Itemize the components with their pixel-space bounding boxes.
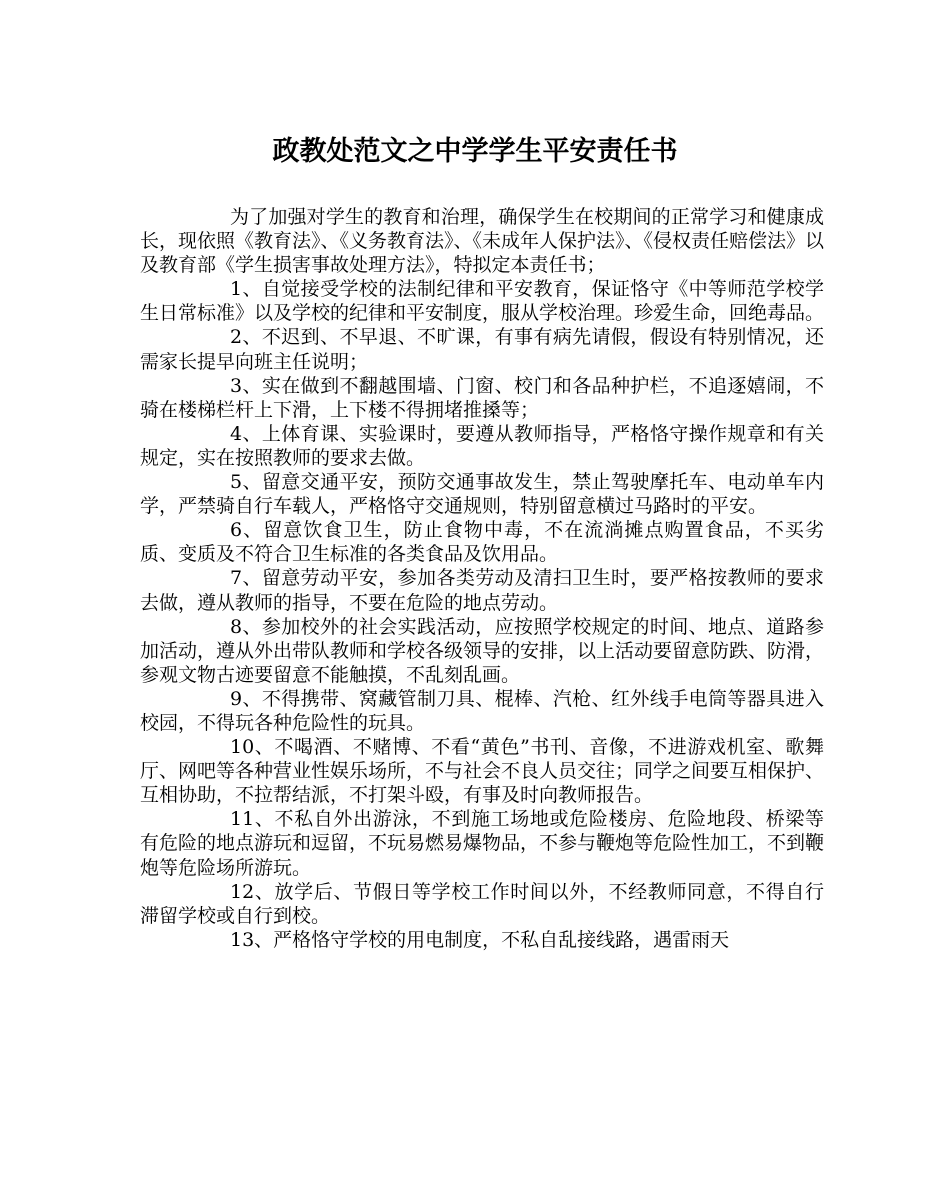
paragraph-item-9: 9、不得携带、窝藏管制刀具、棍棒、汽枪、红外线手电筒等器具进入校园，不得玩各种危险性的玩具。 [140,687,824,734]
paragraph-item-5: 5、留意交通平安，预防交通事故发生，禁止驾驶摩托车、电动单车内学，严禁骑自行车载人，严格恪守交通规则，特别留意横过马路时的平安。 [140,471,824,518]
paragraph-item-12: 12、放学后、节假日等学校工作时间以外，不经教师同意，不得自行滞留学校或自行到校。 [140,880,824,927]
paragraph-item-4: 4、上体育课、实验课时，要遵从教师指导，严格恪守操作规章和有关规定，实在按照教师的要求去做。 [140,422,824,469]
paragraph-item-8: 8、参加校外的社会实践活动，应按照学校规定的时间、地点、道路参加活动，遵从外出带队教师和学校各级领导的安排，以上活动要留意防跌、防滑，参观文物古迹要留意不能触摸，不乱刻乱画。 [140,615,825,686]
document-body [140,205,824,952]
paragraph-item-1: 1、自觉接受学校的法制纪律和平安教育，保证恪守《中等师范学校学生日常标准》以及学校的纪律和平安制度，服从学校治理。珍爱生命，回绝毒品。 [140,278,825,325]
document-title: 政教处范文之中学学生平安责任书 [272,136,678,167]
paragraph-item-6: 6、留意饮食卫生，防止食物中毒，不在流淌摊点购置食品，不买劣质、变质及不符合卫生标准的各类食品及饮用品。 [140,519,824,566]
paragraph-item-13: 13、严格恪守学校的用电制度，不私自乱接线路，遇雷雨天 [230,928,730,951]
paragraph-item-10: 10、不喝酒、不赌博、不看“黄色”书刊、音像，不进游戏机室、歌舞厅、网吧等各种营业性娱乐场所，不与社会不良人员交往；同学之间要互相保护、互相协助，不拉帮结派，不打架斗殴，有事及时向教师报告。 [140,736,825,807]
paragraph-item-11: 11、不私自外出游泳，不到施工场地或危险楼房、危险地段、桥梁等有危险的地点游玩和逗留，不玩易燃易爆物品，不参与鞭炮等危险性加工，不到鞭炮等危险场所游玩。 [140,808,825,879]
paragraph-intro: 为了加强对学生的教育和治理，确保学生在校期间的正常学习和健康成长，现依照《教育法》、《义务教育法》、《未成年人保护法》、《侵权责任赔偿法》以及教育部《学生损害事故处理方法》，特拟定本责任书； [140,206,825,277]
paragraph-item-7: 7、留意劳动平安，参加各类劳动及清扫卫生时，要严格按教师的要求去做，遵从教师的指导，不要在危险的地点劳动。 [140,567,824,614]
paragraph-item-2: 2、不迟到、不早退、不旷课，有事有病先请假，假设有特别情况，还需家长提早向班主任说明； [140,326,824,373]
paragraph-item-3: 3、实在做到不翻越围墙、门窗、校门和各品种护栏，不追逐嬉闹，不骑在楼梯栏杆上下滑，上下楼不得拥堵推搡等； [140,374,824,421]
